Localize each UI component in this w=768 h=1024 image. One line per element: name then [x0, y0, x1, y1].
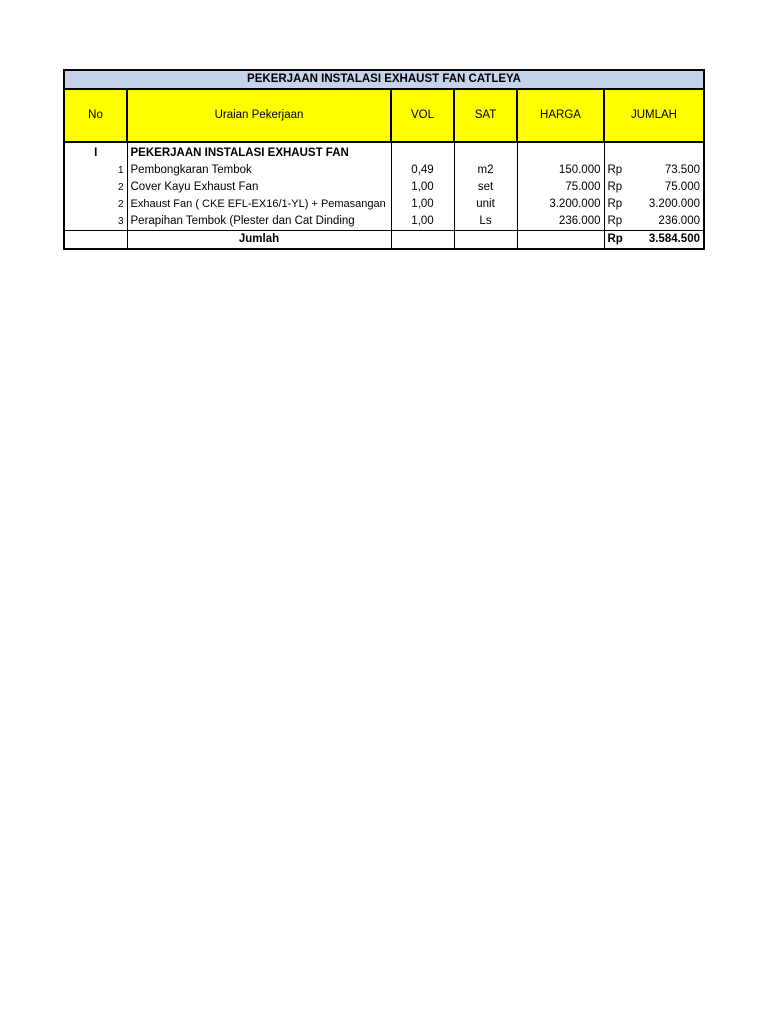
row-vol: 1,00: [391, 213, 454, 231]
table-row: [64, 213, 704, 231]
row-jumlah-cell: [604, 162, 704, 179]
row-vol: 0,49: [391, 162, 454, 179]
row-sat: unit: [454, 196, 517, 213]
row-uraian: Exhaust Fan ( CKE EFL-EX16/1-YL) + Pemasangan: [127, 196, 391, 213]
row-uraian: Cover Kayu Exhaust Fan: [127, 179, 391, 196]
header-vol: VOL: [391, 89, 454, 142]
section-label: PEKERJAAN INSTALASI EXHAUST FAN: [127, 142, 391, 162]
row-harga: 150.000: [517, 162, 604, 179]
total-amount: 3.584.500: [648, 233, 700, 245]
total-currency: Rp: [607, 233, 623, 245]
row-vol: 1,00: [391, 179, 454, 196]
section-no: I: [64, 142, 127, 162]
row-jumlah: 75.000: [664, 181, 700, 193]
total-label: Jumlah: [127, 231, 391, 250]
table-row: [64, 179, 704, 196]
table-title: PEKERJAAN INSTALASI EXHAUST FAN CATLEYA: [64, 70, 704, 89]
row-currency: Rp: [607, 198, 623, 210]
row-no: 1: [64, 162, 127, 179]
row-no: 3: [64, 213, 127, 231]
row-no: 2: [64, 196, 127, 213]
table-row: [64, 162, 704, 179]
row-currency: Rp: [607, 215, 623, 227]
row-currency: Rp: [607, 181, 623, 193]
header-harga: HARGA: [517, 89, 604, 142]
header-jumlah: JUMLAH: [604, 89, 704, 142]
row-vol: 1,00: [391, 196, 454, 213]
row-sat: Ls: [454, 213, 517, 231]
cost-estimate-sheet: [63, 69, 703, 250]
row-harga: 3.200.000: [517, 196, 604, 213]
table-title-row: [64, 70, 704, 89]
row-sat: m2: [454, 162, 517, 179]
row-jumlah: 3.200.000: [648, 198, 700, 210]
header-row: [64, 89, 704, 142]
row-uraian: Perapihan Tembok (Plester dan Cat Dinding: [127, 213, 391, 231]
row-jumlah-cell: [604, 179, 704, 196]
row-jumlah-cell: [604, 213, 704, 231]
header-sat: SAT: [454, 89, 517, 142]
row-jumlah-cell: [604, 196, 704, 213]
row-currency: Rp: [607, 164, 623, 176]
header-uraian: Uraian Pekerjaan: [127, 89, 391, 142]
section-row: [64, 142, 704, 162]
row-sat: set: [454, 179, 517, 196]
table-row: [64, 196, 704, 213]
cost-table: [63, 69, 705, 250]
row-no: 2: [64, 179, 127, 196]
row-jumlah: 236.000: [658, 215, 700, 227]
total-row: [64, 231, 704, 250]
total-amount-cell: [604, 231, 704, 250]
row-harga: 75.000: [517, 179, 604, 196]
header-no: No: [64, 89, 127, 142]
row-jumlah: 73.500: [664, 164, 700, 176]
row-uraian: Pembongkaran Tembok: [127, 162, 391, 179]
row-harga: 236.000: [517, 213, 604, 231]
